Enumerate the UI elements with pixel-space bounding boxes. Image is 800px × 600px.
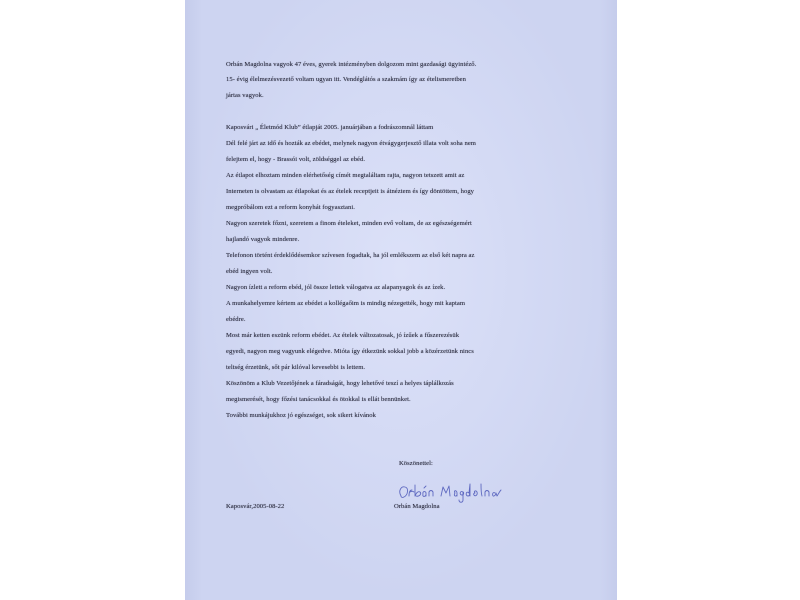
letter-line: egyedi, nagyon meg vagyunk elégedve. Mióta így étkezünk sokkal jobb a közérzetünk nincs: [226, 348, 474, 355]
letter-line: Orbán Magdolna vagyok 47 éves, gyerek intézményben dolgozom mint gazdasági ügyintéző.: [226, 61, 477, 68]
letter-line: Kaposvári „ Életmód Klub” étlapját 2005. januárjában a fodrászomnál láttam: [226, 124, 434, 131]
letter-line: Nagyon szeretek főzni, szeretem a finom ételeket, minden evő voltam, de az egészségemért: [226, 220, 472, 227]
letter-line: Dél felé járt az idő és hozták az ebédet, melynek nagyon étvágygerjesztő illata volt soha nem: [226, 140, 476, 147]
letter-line: További munkájukhoz jó egészséget, sok sikert kívánok: [226, 412, 376, 419]
letter-line: ebédre.: [226, 316, 246, 323]
letter-line: Telefonon történt érdeklődésemkor szívesen fogadtak, ha jól emlékszem az első két napra az: [226, 252, 475, 259]
place-date: Kaposvár,2005-08-22: [226, 503, 285, 510]
letter-line: Nagyon ízlett a reform ebéd, jól össze lettek válogatva az alapanyagok és az ízek.: [226, 284, 446, 291]
letter-line: jártas vagyok.: [226, 92, 264, 99]
letter-line: megismerését, hogy főzési tanácsokkal és ötokkal is ellát bennünket.: [226, 396, 411, 403]
letter-page: [185, 0, 617, 600]
letter-line: Köszönöm a Klub Vezetőjének a fáradságát, hogy lehetővé teszí a helyes táplálkozás: [226, 380, 454, 387]
letter-line: Interneten is olvastam az étlapokat és az ételek receptjeit is átnéztem és így döntöttem, hogy: [226, 188, 475, 195]
letter-line: A munkahelyemre kértem az ebédet a kollégaőim is mindig nézegették, hogy mit kaptam: [226, 300, 466, 307]
letter-line: megpróbálom ezt a reform konyhát fogyasztani.: [226, 204, 355, 211]
closing-label: Köszönettel:: [399, 460, 433, 467]
letter-line: Az étlapot elhoztam minden elérhetőség címét megtaláltam rajta, nagyon tetszett amit az: [226, 172, 465, 179]
letter-line: hajlandó vagyok mindenre.: [226, 236, 300, 243]
letter-line: ebéd ingyen volt.: [226, 268, 273, 275]
signer-name: Orbán Magdolna: [394, 503, 440, 510]
letter-line: felejtem el, hogy - Brassói volt, zöldséggel az ebéd.: [226, 156, 366, 163]
letter-line: 15- évig élelmezésvezető voltam ugyan itt. Vendéglátós a szakmám így az ételismeretben: [226, 76, 467, 83]
letter-line: teltség érzetünk, sőt pár kilóval kevesebbi is lettem.: [226, 364, 366, 371]
letter-line: Most már ketten eszünk reform ebédet. Az ételek változatosak, jó ízűek a fűszerezésük: [226, 332, 460, 339]
